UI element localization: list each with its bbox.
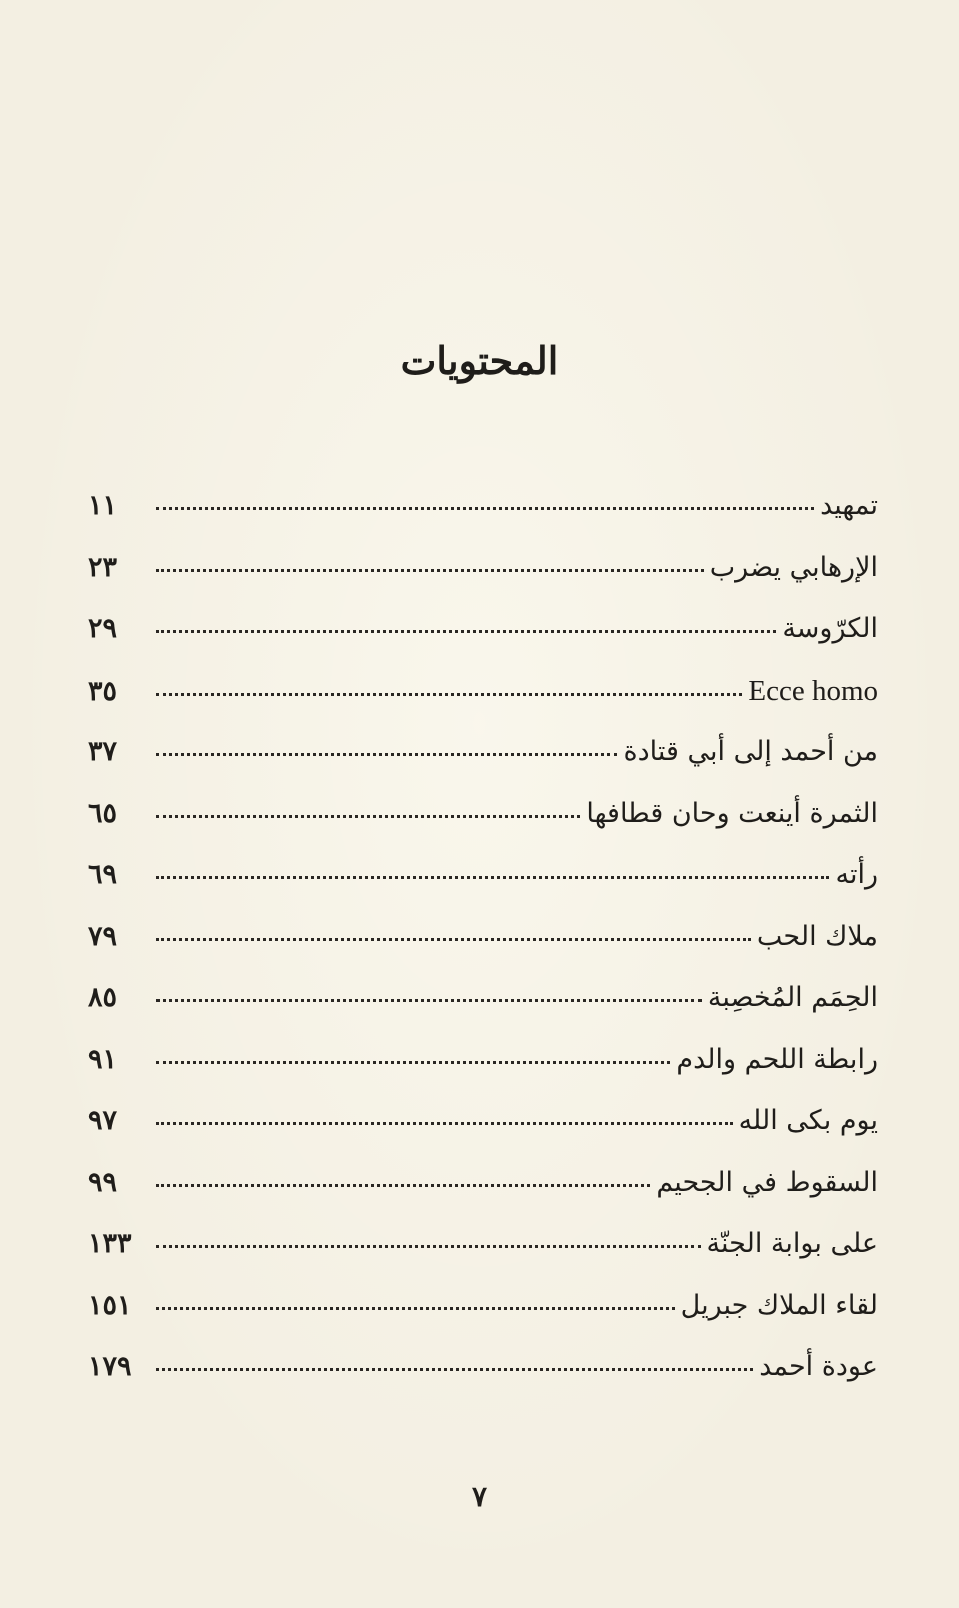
toc-entry (88, 552, 878, 614)
toc-entry-page: ٣٥ (88, 675, 118, 707)
toc-entry-title: السقوط في الجحيم (656, 1166, 878, 1198)
toc-entry (88, 982, 878, 1044)
toc-entry-title: من أحمد إلى أبي قتادة (623, 736, 878, 767)
toc-entry-title: عودة أحمد (759, 1351, 878, 1382)
dot-leader (156, 629, 776, 633)
page-title: المحتويات (400, 338, 559, 383)
toc-entry-title: لقاء الملاك جبريل (680, 1289, 878, 1321)
toc-entry (88, 1167, 878, 1229)
dot-leader (156, 692, 742, 696)
dot-leader (156, 568, 704, 572)
toc-entry-page: ٦٩ (88, 859, 118, 890)
toc-entry-title: الثمرة أينعت وحان قطافها (586, 797, 878, 829)
dot-leader (156, 814, 580, 818)
toc-entry-page: ٦٥ (88, 797, 118, 829)
dot-leader (156, 998, 702, 1002)
dot-leader (156, 506, 814, 510)
toc-entry-title: الإرهابي يضرب (709, 551, 878, 583)
dot-leader (156, 937, 751, 941)
toc-entry-page: ١٣٣ (88, 1228, 132, 1259)
table-of-contents (88, 490, 878, 1413)
toc-entry (88, 490, 878, 552)
toc-entry-page: ٢٩ (88, 613, 118, 644)
dot-leader (156, 1060, 670, 1064)
toc-entry-title: الكرّوسة (782, 613, 878, 644)
toc-entry (88, 613, 878, 675)
toc-entry (88, 736, 878, 798)
toc-entry-title: تمهيد (820, 490, 878, 521)
dot-leader (156, 875, 829, 879)
toc-entry (88, 859, 878, 921)
toc-entry (88, 798, 878, 860)
toc-entry-page: ٩١ (88, 1043, 118, 1075)
toc-entry-page: ١١ (88, 490, 118, 521)
dot-leader (156, 1306, 675, 1310)
toc-entry (88, 1290, 878, 1352)
toc-entry-page: ١٥١ (88, 1289, 132, 1321)
toc-entry-page: ٩٧ (88, 1105, 118, 1136)
toc-entry (88, 1228, 878, 1290)
toc-entry-page: ١٧٩ (88, 1351, 132, 1382)
toc-entry-page: ٢٣ (88, 551, 118, 583)
toc-entry (88, 1351, 878, 1413)
toc-entry-title: يوم بكى الله (738, 1105, 878, 1136)
toc-entry (88, 1105, 878, 1167)
dot-leader (156, 752, 617, 756)
page-number: ٧ (471, 1480, 488, 1513)
toc-entry (88, 921, 878, 983)
toc-entry-title: Ecce homo (748, 674, 878, 707)
dot-leader (156, 1367, 753, 1371)
toc-entry-title: رأته (835, 859, 878, 890)
toc-entry-title: رابطة اللحم والدم (676, 1043, 878, 1075)
toc-entry-title: على بوابة الجنّة (706, 1228, 878, 1259)
toc-entry-page: ٣٧ (88, 736, 118, 767)
dot-leader (156, 1244, 701, 1248)
toc-entry-page: ٨٥ (88, 982, 118, 1013)
toc-entry-page: ٩٩ (88, 1166, 118, 1198)
toc-entry-title: الحِمَم المُخصِبة (707, 982, 878, 1013)
toc-entry (88, 1044, 878, 1106)
dot-leader (156, 1121, 733, 1125)
toc-entry-page: ٧٩ (88, 920, 118, 952)
toc-entry-title: ملاك الحب (756, 920, 878, 952)
dot-leader (156, 1183, 650, 1187)
toc-entry (88, 675, 878, 737)
